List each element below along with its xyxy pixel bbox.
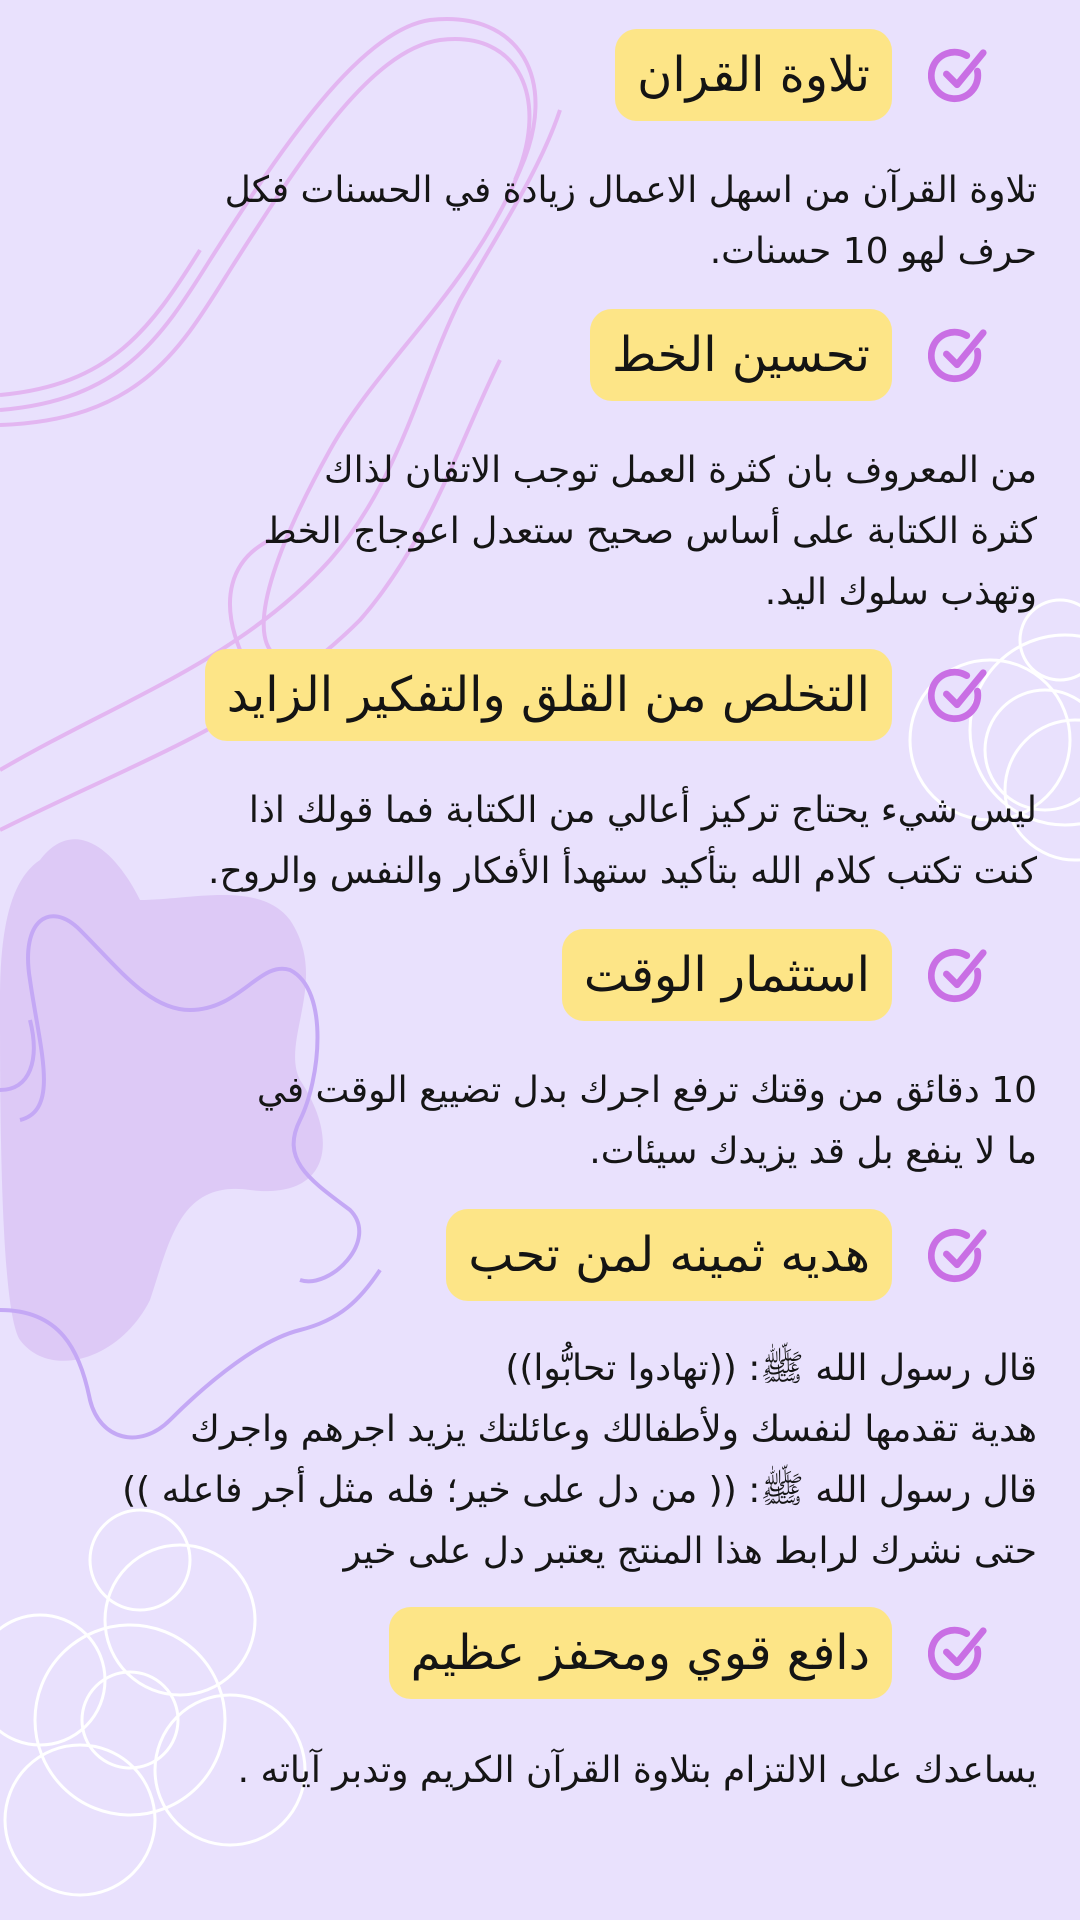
section-title: دافع قوي ومحفز عظيم [389,1607,892,1699]
section-description [257,1060,1037,1182]
section-description [208,780,1037,902]
section-description [122,1338,1037,1582]
description-line: من المعروف بان كثرة العمل توجب الاتقان لذاك [323,450,1037,491]
section-title: تلاوة القران [615,29,892,121]
section-title: التخلص من القلق والتفكير الزايد [205,649,892,741]
check-circle-icon [928,944,990,1006]
section-description [225,160,1037,282]
section-header-handwriting [590,308,990,402]
section-description [263,440,1037,623]
description-line: تلاوة القرآن من اسهل الاعمال زيادة في الحسنات فكل [224,170,1037,211]
section-title: استثمار الوقت [562,929,892,1021]
description-line: يساعدك على الالتزام بتلاوة القرآن الكريم وتدبر آياته . [237,1750,1037,1791]
section-header-motivation [389,1606,990,1700]
section-title: هديه ثمينه لمن تحب [446,1209,892,1301]
description-line: ما لا ينفع بل قد يزيدك سيئات. [589,1131,1037,1172]
section-header-time [562,928,990,1022]
description-line: 10 دقائق من وقتك ترفع اجرك بدل تضييع الوقت في [256,1070,1037,1111]
check-circle-icon [928,324,990,386]
check-circle-icon [928,44,990,106]
check-circle-icon [928,664,990,726]
check-circle-icon [928,1622,990,1684]
description-line: هدية تقدمها لنفسك ولأطفالك وعائلتك يزيد اجرهم واجرك [190,1409,1037,1450]
description-line: كنت تكتب كلام الله بتأكيد ستهدأ الأفكار والنفس والروح. [208,851,1037,892]
section-header-anxiety [205,648,990,742]
section-description [238,1740,1037,1801]
description-line: ليس شيء يحتاج تركيز أعالي من الكتابة فما قولك اذا [248,790,1037,831]
check-circle-icon [928,1224,990,1286]
description-line: قال رسول الله ﷺ: (( من دل على خير؛ فله مثل أجر فاعله )) [122,1470,1037,1511]
description-line: قال رسول الله ﷺ: ((تهادوا تحابُّوا)) [505,1348,1037,1389]
section-header-gift [446,1208,990,1302]
section-header-recitation [615,28,990,122]
description-line: وتهذب سلوك اليد. [764,572,1037,613]
description-line: كثرة الكتابة على أساس صحيح ستعدل اعوجاج الخط [263,511,1037,552]
section-title: تحسين الخط [590,309,892,401]
description-line: حرف لهو 10 حسنات. [709,231,1037,272]
description-line: حتى نشرك لرابط هذا المنتج يعتبر دل على خير [343,1531,1037,1572]
